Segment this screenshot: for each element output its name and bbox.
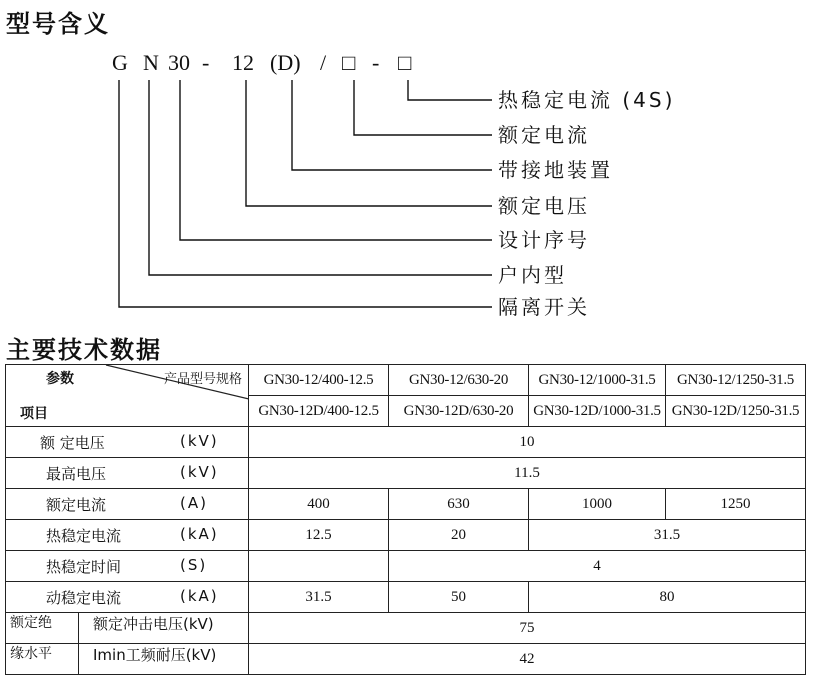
param-unit: (kV) (180, 431, 219, 450)
value-cell: 630 (389, 489, 529, 520)
value-cell: 80 (529, 582, 806, 613)
param-label: 热稳定电流 (46, 526, 122, 545)
legend-rated-current: 额定电流 (498, 123, 590, 147)
tech-data-table (5, 364, 806, 675)
model-cell: GN30-12/630-20 (389, 365, 529, 396)
value-cell: 31.5 (529, 520, 806, 551)
value-cell: 11.5 (249, 458, 806, 489)
param-unit: (kA) (180, 524, 219, 543)
value-cell: 20 (389, 520, 529, 551)
model-cell: GN30-12D/1000-31.5 (529, 396, 666, 427)
table-row (6, 520, 806, 551)
table-row (6, 489, 806, 520)
code-part-slash: / (320, 50, 327, 75)
model-cell: GN30-12/1250-31.5 (666, 365, 806, 396)
table-row (6, 458, 806, 489)
legend-disconnector: 隔离开关 (498, 295, 590, 319)
section-title-tech-data: 主要技术数据 (6, 336, 162, 364)
value-cell: 50 (389, 582, 529, 613)
value-cell: 75 (249, 613, 806, 644)
value-cell: 1250 (666, 489, 806, 520)
param-unit: (kV) (180, 462, 219, 481)
corner-item-label: 项目 (20, 406, 48, 422)
param-label: 热稳定时间 (46, 557, 122, 576)
param-unit: (kA) (180, 586, 219, 605)
leader-lines (119, 80, 492, 307)
table-row (6, 644, 806, 675)
code-part-dash2: - (372, 50, 380, 75)
model-code-diagram (0, 40, 836, 330)
param-label: 最高电压 (46, 464, 107, 483)
power-frequency-label: Imin工频耐压(kV) (93, 646, 217, 664)
legend-thermal-current: 热稳定电流 (4S) (498, 88, 676, 112)
code-part-d: (D) (270, 50, 301, 75)
table-row (6, 582, 806, 613)
legend-earthing-device: 带接地装置 (498, 158, 613, 182)
value-cell: 42 (249, 644, 806, 675)
code-part-dash1: - (202, 50, 210, 75)
legend-design-number: 设计序号 (498, 228, 590, 252)
value-cell: 1000 (529, 489, 666, 520)
value-cell: 4 (389, 551, 806, 582)
value-cell: 400 (249, 489, 389, 520)
table-row (6, 427, 806, 458)
legend-indoor-type: 户内型 (498, 263, 567, 287)
param-label: 动稳定电流 (46, 588, 122, 607)
legend-rated-voltage: 额定电压 (498, 194, 590, 218)
model-cell: GN30-12D/400-12.5 (249, 396, 389, 427)
param-label: 额定电流 (46, 495, 107, 514)
code-part-12: 12 (232, 50, 254, 75)
param-unit: (A) (180, 493, 208, 512)
value-cell: 31.5 (249, 582, 389, 613)
insulation-group-label-1: 额定绝 (10, 615, 52, 631)
table-row (6, 613, 806, 644)
code-part-box2: □ (398, 50, 412, 75)
section-title-model-meaning: 型号含义 (6, 10, 110, 38)
param-unit: (S) (180, 555, 208, 574)
code-part-box1: □ (342, 50, 356, 75)
value-cell: 10 (249, 427, 806, 458)
corner-spec-label: 产品型号规格 (163, 372, 242, 387)
model-cell: GN30-12/400-12.5 (249, 365, 389, 396)
model-cell: GN30-12D/1250-31.5 (666, 396, 806, 427)
code-part-n: N (143, 50, 159, 75)
model-cell: GN30-12/1000-31.5 (529, 365, 666, 396)
param-label: 额 定电压 (40, 433, 105, 452)
code-part-g: G (112, 50, 128, 75)
value-cell (249, 551, 389, 582)
corner-param-label: 参数 (46, 371, 74, 387)
table-row (6, 551, 806, 582)
impulse-voltage-label: 额定冲击电压(kV) (93, 615, 214, 633)
code-part-30: 30 (168, 50, 190, 75)
value-cell: 12.5 (249, 520, 389, 551)
model-cell: GN30-12D/630-20 (389, 396, 529, 427)
insulation-group-label-2: 缘水平 (10, 646, 52, 662)
table-corner-cell (6, 365, 249, 427)
